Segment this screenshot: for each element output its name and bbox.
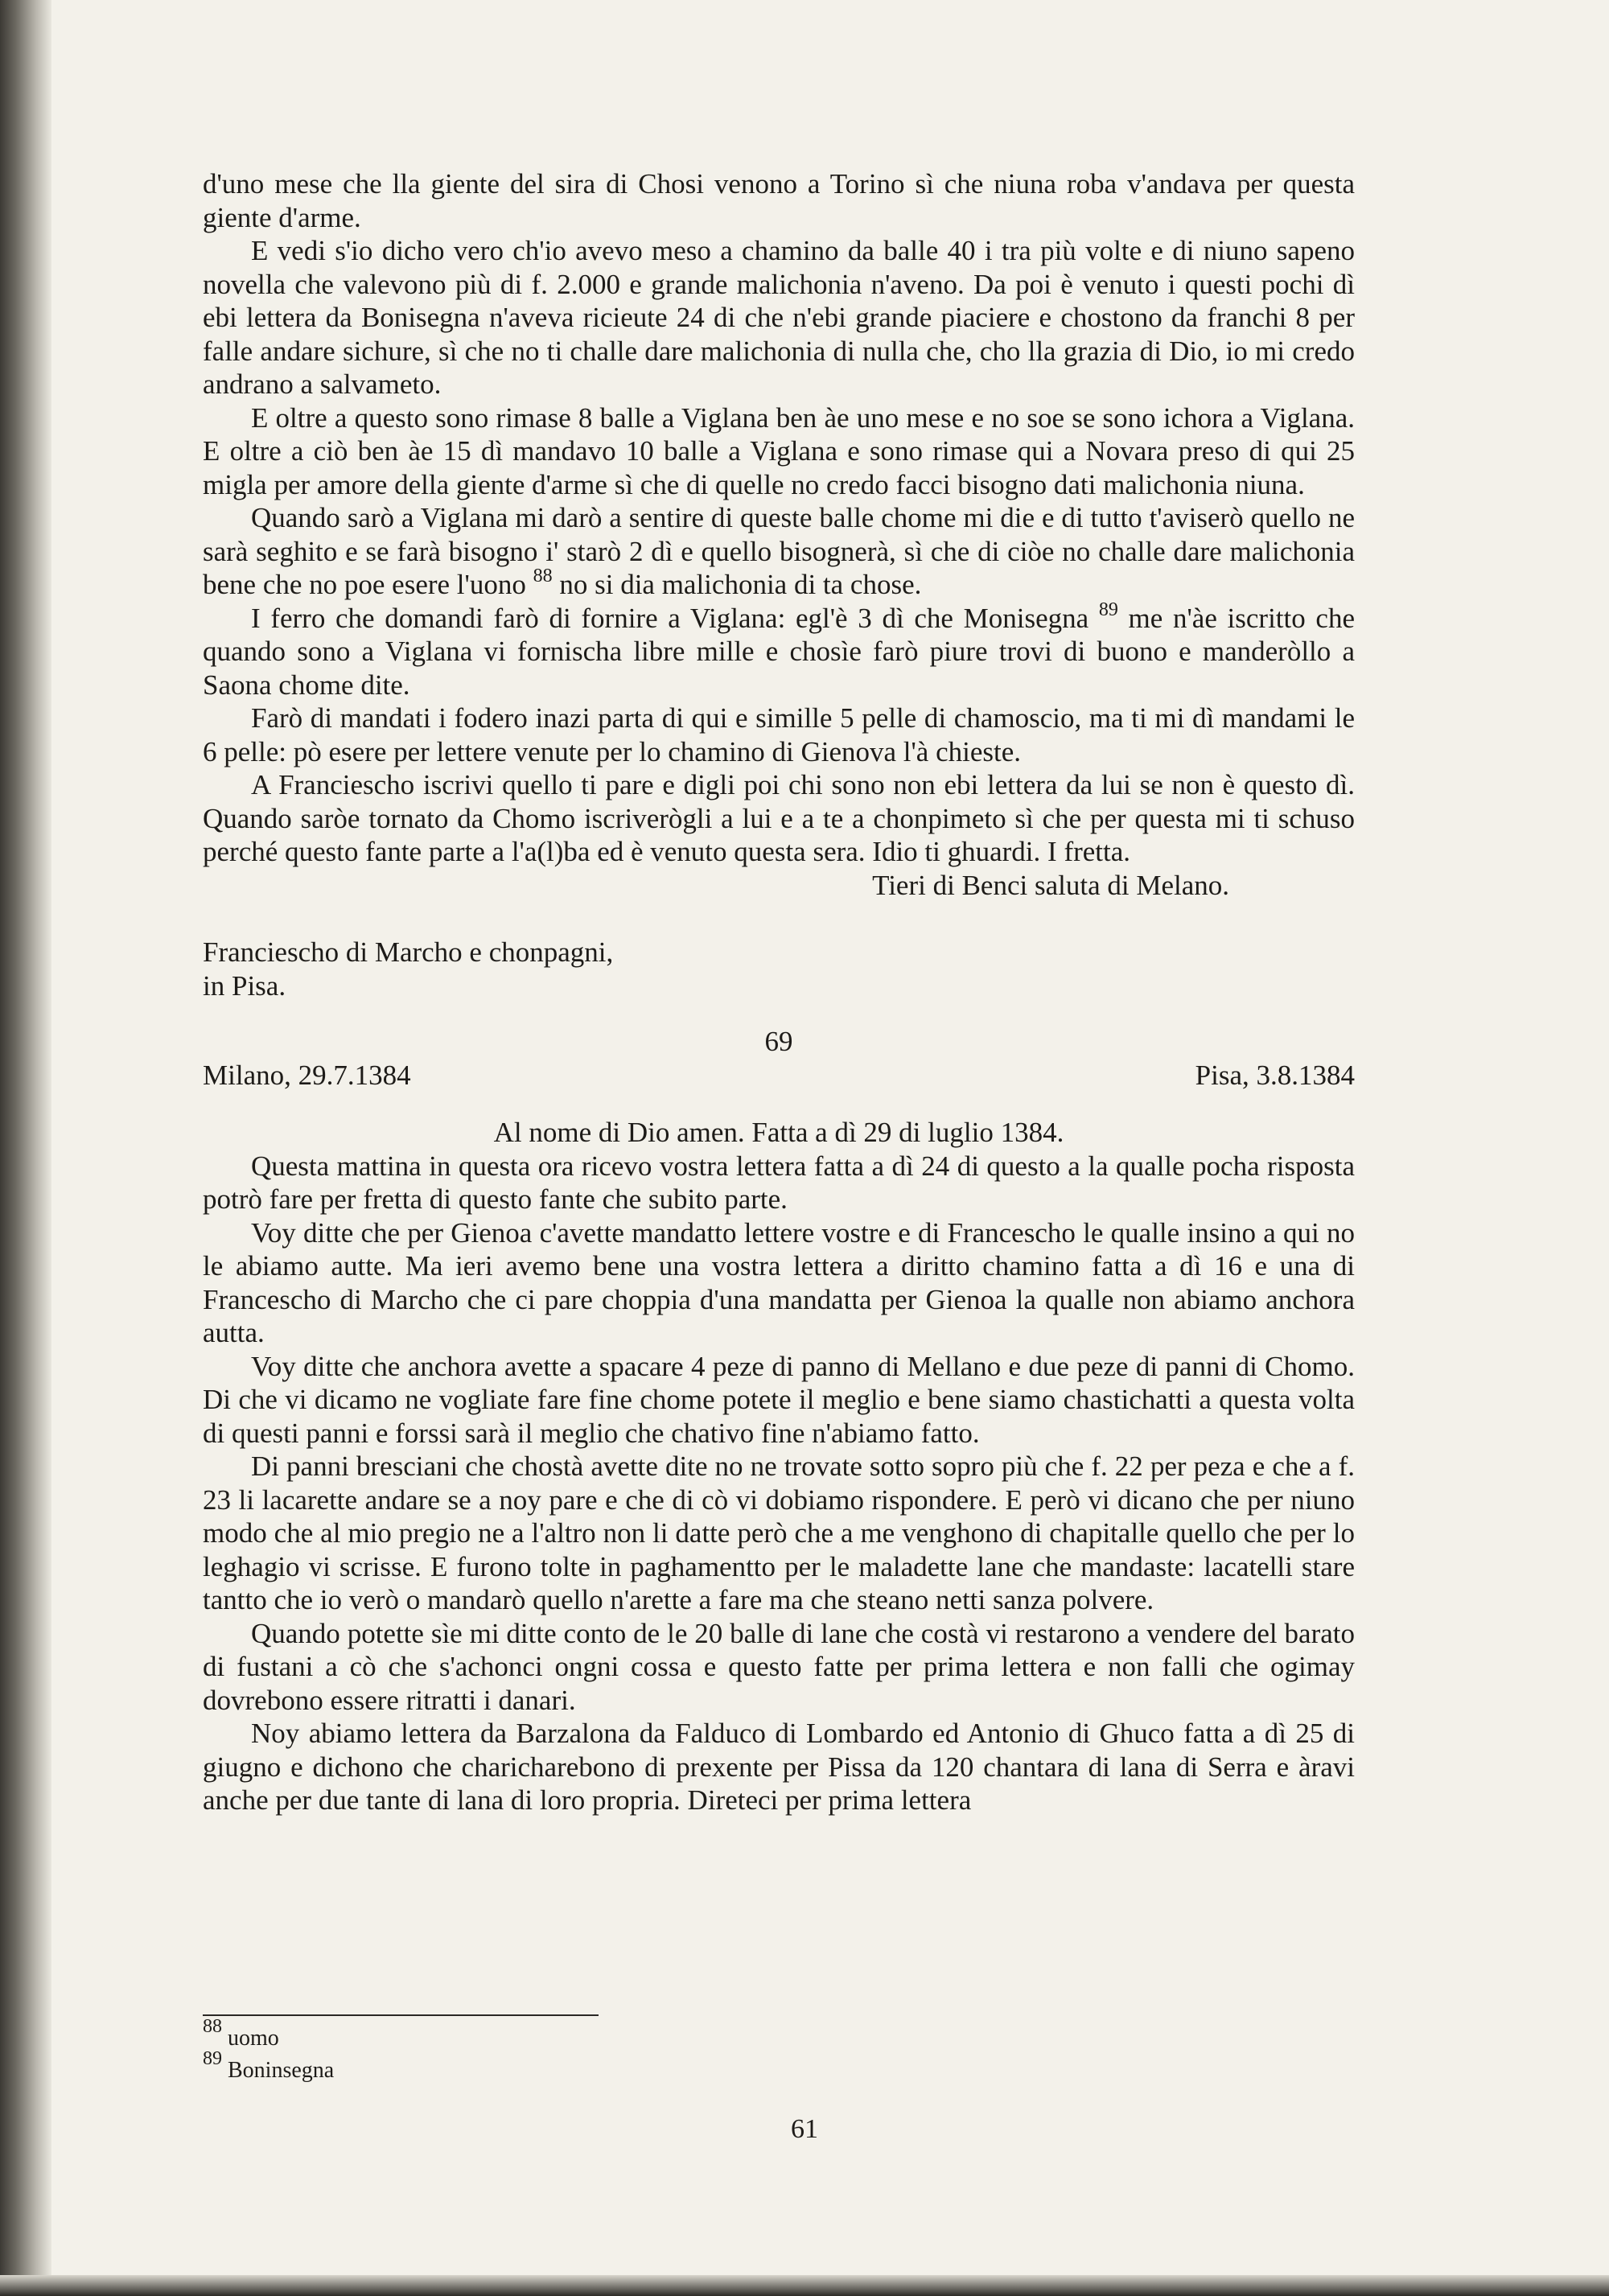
paragraph: Farò di mandati i fodero inazi parta di qui e simille 5 pelle di chamoscio, ma ti mi dì mandami le 6 pelle: pò esere per lettere venute per lo chamino di Gienova l'à chieste. (203, 702, 1355, 767)
paragraph-text: me n'àe iscritto che quando sono a Viglana vi fornischa libre mille e chosìe farò piure trovi di buono e manderòllo a Saona chome dite. (203, 602, 1355, 701)
paragraph: E oltre a questo sono rimase 8 balle a Viglana ben àe uno mese e no soe se sono ichora a Viglana. E oltre a ciò ben àe 15 dì mandavo 10 balle a Viglana e sono rimase qui a Novara preso di qui 25 migla per amore della giente d'arme sì che di quelle no credo facci bisogno dati malichonia niuna. (203, 401, 1355, 500)
paragraph-text: I ferro che domandi farò di fornire a Viglana: egl'è 3 dì che Monisegna (251, 602, 1099, 634)
footnote-89 (203, 2047, 335, 2087)
paragraph: d'uno mese che lla giente del sira di Chosi venono a Torino sì che niuna roba v'andava per questa giente d'arme. (203, 168, 1355, 233)
address-line: in Pisa. (203, 969, 286, 1002)
footnote-number: 89 (203, 2047, 222, 2069)
book-gutter-shadow (0, 0, 51, 2296)
paragraph-text: no si dia malichonia di ta chose. (552, 569, 922, 600)
paragraph: Di panni bresciani che chostà avette dite no ne trovate sotto sopro più che f. 22 per peza e che a f. 23 li lacarette andare se a noy pare e che di cò vi dobiamo rispondere. E però vi dicano che per niuno modo che al mio pregio ne a l'altro non li datte però che a me venghono di chapitalle quello che per lo leghagio vi scrisse. E furono tolte in paghamentto per le maladette lane che mandaste: lacatelli stare tantto che io verò o mandarò quello n'arette a fare ma che steano netti sanza polvere. (203, 1450, 1355, 1615)
address-line: Franciescho di Marcho e chonpagni, (203, 936, 614, 968)
paragraph: E vedi s'io dicho vero ch'io avevo meso a chamino da balle 40 i tra più volte e di niuno sapeno novella che valevono più di f. 2.000 e grande malichonia n'aveno. Da poi è venuto i questi pochi dì ebi lettera da Bonisegna n'aveva ricieute 24 di che n'ebi grande piaciere e chostono da franchi 8 per falle andare sichure, sì che no ti challe dare malichonia di nulla che, cho lla grazia di Dio, io mi credo andrano a salvameto. (203, 235, 1355, 400)
paragraph (203, 501, 1355, 602)
paragraph (203, 599, 1355, 702)
footnote-divider (203, 2014, 599, 2016)
footnotes (203, 2015, 335, 2087)
footnote-88 (203, 2015, 334, 2055)
footnote-ref-88: 88 (533, 566, 553, 587)
place-from: Milano, 29.7.1384 (203, 1059, 411, 1091)
paragraph: Voy ditte che per Gienoa c'avette mandatto lettere vostre e di Francescho le qualle insino a qui no le abiamo autte. Ma ieri avemo bene una vostra lettera a diritto chamino fatta a dì 16 e una di Francescho di Marcho che ci pare choppia d'una mandatta per Gienoa la qualle non abiamo anchora autta. (203, 1216, 1355, 1348)
footnote-text: uomo (228, 2026, 279, 2051)
footnote-text: Boninsegna (228, 2058, 335, 2083)
paragraph: Quando potette sìe mi ditte conto de le 20 balle di lane che costà vi restarono a vendere del barato di fustani a cò che s'achonci ongni cossa e questo fatte per prima lettera e non falli che ogimay dovrebono essere ritratti i danari. (203, 1617, 1355, 1716)
footnote-ref-89: 89 (1098, 599, 1118, 620)
page-body (203, 167, 1355, 1817)
footnote-number: 88 (203, 2015, 222, 2037)
letter-opening: Al nome di Dio amen. Fatta a dì 29 di luglio 1384. (493, 1117, 1064, 1148)
paragraph: Noy abiamo lettera da Barzalona da Falduco di Lombardo ed Antonio di Ghuco fatta a dì 25 di giugno e dichono che charicharebono di prexente per Pissa da 120 chantara di lana di Serra e àravi anche per due tante di lana di loro propria. Direteci per prima lettera (203, 1718, 1355, 1816)
signature: Tieri di Benci saluta di Melano. (872, 869, 1229, 901)
page-number: 61 (791, 2114, 818, 2144)
place-to: Pisa, 3.8.1384 (1195, 1059, 1355, 1091)
paragraph: A Franciescho iscrivi quello ti pare e digli poi chi sono non ebi lettera da lui se non è questo dì. Quando saròe tornato da Chomo iscriverògli a lui e a te a chonpimeto sì che per questa mi ti schuso perché questo fante parte a l'a(l)ba ed è venuto questa sera. Idio ti ghuardi. I fretta. (203, 769, 1355, 867)
address-block (203, 936, 1355, 1002)
paragraph: Voy ditte che anchora avette a spacare 4 peze di panno di Mellano e due peze di panni di Chomo. Di che vi dicamo ne vogliate fare fine chome potete il meglio e bene siamo chastichatti a questa volta di questi panni e forssi sarà il meglio che chativo fine n'abiamo fatto. (203, 1350, 1355, 1449)
paragraph-text: Quando sarò a Viglana mi darò a sentire di queste balle chome mi die e di tutto t'aviserò quello ne sarà seghito e se farà bisogno i' starò 2 dì e quello bisognerà, sì che di ciòe no challe dare malichonia bene che no poe esere l'uono (203, 502, 1355, 600)
letter-number: 69 (764, 1026, 793, 1057)
letter-places-dates (203, 1059, 1355, 1092)
paragraph: Questa mattina in questa ora ricevo vostra lettera fatta a dì 24 di questo a la qualle pocha risposta potrò fare per fretta di questo fante che subito parte. (203, 1150, 1355, 1215)
page-bottom-edge (0, 2275, 1609, 2296)
